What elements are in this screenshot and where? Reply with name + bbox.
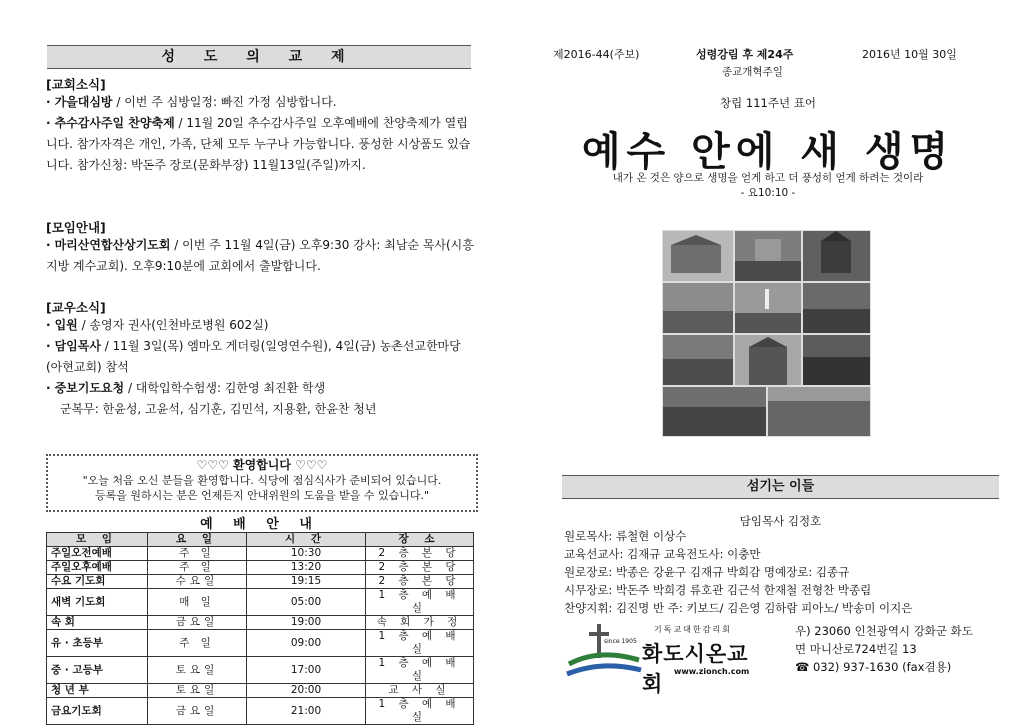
table-cell: 금요일	[148, 616, 247, 630]
table-cell: 수요일	[148, 575, 247, 589]
bulletin-date: 2016년 10월 30일	[862, 48, 957, 61]
staff-row: 교육선교사: 김재규 교육전도사: 이충만	[564, 547, 761, 561]
table-cell: 09:00	[247, 630, 366, 657]
news-item-text: / 이번 주 심방일정: 빠진 가정 심방합니다.	[112, 95, 337, 109]
table-cell: 13:20	[247, 561, 366, 575]
table-cell: 매 일	[148, 589, 247, 616]
table-cell: 2 층 본 당	[366, 575, 474, 589]
table-row	[47, 616, 474, 630]
member-item: · 담임목사 / 11월 3일(목) 엠마오 게더링(일영연수원), 4일(금) 농촌선교한마당(아현교회) 참석	[46, 339, 461, 374]
header-cell: 장 소	[366, 533, 474, 547]
table-cell: 05:00	[247, 589, 366, 616]
member-item: · 입원 / 송영자 권사(인천바로병원 602실)	[46, 318, 269, 332]
table-row	[47, 589, 474, 616]
meeting-item-text: / 이번 주 11월 4일(금) 오후9:30 강사: 최남순 목사(시흥지방 계수교회). 오후9:10분에 교회에서 출발합니다.	[46, 238, 474, 273]
church-url: www.zionch.com	[674, 667, 750, 676]
church-emblem-icon	[564, 622, 644, 684]
photo-graphic	[663, 335, 733, 385]
address-line: 우) 23060 인천광역시 강화군 화도	[795, 624, 973, 638]
table-cell: 1 층 예 배 실	[366, 698, 474, 725]
member-item-text: / 대학입학수험생: 김한영 최진환 학생	[124, 381, 326, 395]
table-row	[47, 684, 474, 698]
senior-pastor: 담임목사 김정호	[739, 514, 822, 528]
table-cell: 금요일	[148, 698, 247, 725]
photo-graphic	[735, 283, 801, 333]
photo-graphic	[768, 387, 870, 436]
welcome-line: 등록을 원하시는 분은 언제든지 안내위원의 도움을 받을 수 있습니다."	[94, 489, 430, 502]
table-row	[47, 575, 474, 589]
photo	[662, 334, 734, 386]
fellowship-title: 성 도 의 교 제	[47, 45, 471, 69]
table-row	[47, 657, 474, 684]
table-cell: 21:00	[247, 698, 366, 725]
photo	[662, 282, 734, 334]
photo	[662, 386, 767, 437]
meeting-heading: [모임안내]	[46, 220, 106, 235]
photo	[767, 386, 871, 437]
denomination-label: 기독교대한감리회	[654, 625, 732, 634]
member-extra-line: 군복무: 한윤성, 고윤석, 심기훈, 김민석, 지용환, 한윤찬 청년	[60, 402, 377, 416]
church-name: 화도시온교회	[642, 642, 749, 696]
table-cell: 청 년 부	[47, 684, 148, 698]
table-cell: 주 일	[148, 561, 247, 575]
phone-line: ☎ 032) 937-1630 (fax겸용)	[795, 660, 952, 674]
table-row	[47, 561, 474, 575]
photo-graphic	[663, 231, 733, 281]
table-cell: 수요 기도회	[47, 575, 148, 589]
member-item: · 중보기도요청 / 대학입학수험생: 김한영 최진환 학생	[46, 381, 326, 395]
table-cell: 속 회	[47, 616, 148, 630]
table-cell: 1 층 예 배 실	[366, 630, 474, 657]
staff-row: 원로목사: 류철현 이상수	[564, 529, 687, 543]
welcome-title: ♡♡♡ 환영합니다 ♡♡♡	[196, 458, 328, 472]
worship-table	[46, 532, 474, 725]
address-line: 면 마니산로724번길 13	[795, 642, 917, 656]
member-item-title: 중보기도요청	[54, 381, 125, 395]
member-item-text: / 11월 3일(목) 엠마오 게더링(일영연수원), 4일(금) 농촌선교한마당(아현교회) 참석	[46, 339, 461, 374]
meeting-item: · 마리산연합산상기도회 / 이번 주 11월 4일(금) 오후9:30 강사: 최남순 목사(시흥지방 계수교회). 오후9:10분에 교회에서 출발합니다.	[46, 238, 474, 273]
welcome-box	[46, 454, 478, 512]
table-cell: 중 · 고등부	[47, 657, 148, 684]
table-row	[47, 547, 474, 561]
welcome-line: "오늘 처음 오신 분들을 환영합니다. 식당에 점심식사가 준비되어 있습니다.	[82, 474, 442, 487]
photo-graphic	[803, 231, 870, 281]
table-cell: 2 층 본 당	[366, 547, 474, 561]
table-row	[47, 630, 474, 657]
worship-table-header	[47, 533, 474, 547]
left-page	[0, 0, 512, 724]
serve-title: 섬기는 이들	[562, 475, 999, 499]
right-page	[512, 0, 1024, 724]
news-item-text: / 11월 20일 추수감사주일 오후예배에 찬양축제가 열립니다. 참가자격은 개인, 가족, 단체 모두 누구나 가능합니다. 풍성한 시상품도 있습니다. 참가신청: 박돈주 장로(문화부장) 11월13일(주일)까지.	[46, 116, 471, 172]
news-item-title: 추수감사주일 찬양축제	[54, 116, 175, 130]
photo-graphic	[663, 387, 766, 436]
staff-row: 시무장로: 박돈주 박희경 류호관 김근석 한재철 전형찬 박종림	[564, 583, 872, 597]
table-cell: 유 · 초등부	[47, 630, 148, 657]
table-cell: 주일오후예배	[47, 561, 148, 575]
table-cell: 19:00	[247, 616, 366, 630]
photo	[734, 230, 802, 282]
church-news-heading: [교회소식]	[46, 77, 106, 92]
photo	[662, 230, 734, 282]
bible-verse: 내가 온 것은 양으로 생명을 얻게 하고 더 풍성히 얻게 하려는 것이라	[612, 172, 924, 184]
member-item-title: 입원	[54, 318, 78, 332]
staff-row: 원로장로: 박종은 강윤구 김재규 박희감 명예장로: 김종규	[564, 565, 850, 579]
news-item-title: 가을대심방	[54, 95, 113, 109]
photo	[734, 282, 802, 334]
motto-title: 예수 안에 새 생명	[581, 128, 955, 175]
table-cell: 교 사 실	[366, 684, 474, 698]
members-heading: [교우소식]	[46, 300, 106, 315]
table-cell: 1 층 예 배 실	[366, 589, 474, 616]
news-item: · 추수감사주일 찬양축제 / 11월 20일 추수감사주일 오후예배에 찬양축제가 열립니다. 참가자격은 개인, 가족, 단체 모두 누구나 가능합니다. 풍성한 시상품도 있습니다. 참가신청: 박돈주 장로(문화부장) 11월13일(주일)까지.	[46, 116, 471, 172]
bible-verse-ref: - 요10:10 -	[740, 187, 796, 199]
table-cell: 2 층 본 당	[366, 561, 474, 575]
table-cell: 주일오전예배	[47, 547, 148, 561]
photo	[802, 334, 871, 386]
header-cell: 요 일	[148, 533, 247, 547]
since-label: since 1905	[604, 638, 637, 645]
photo	[802, 230, 871, 282]
news-item: · 가을대심방 / 이번 주 심방일정: 빠진 가정 심방합니다.	[46, 95, 337, 109]
member-item-text: / 송영자 권사(인천바로병원 602실)	[77, 318, 269, 332]
table-row	[47, 698, 474, 725]
table-cell: 새벽 기도회	[47, 589, 148, 616]
photo-graphic	[735, 335, 801, 385]
liturgical-week: 성령강림 후 제24주	[696, 48, 794, 61]
header-cell: 모 임	[47, 533, 148, 547]
staff-row: 찬양지휘: 김진명 반 주: 키보드/ 김은영 김하람 피아노/ 박송미 이지은	[564, 601, 913, 615]
photo-graphic	[735, 231, 801, 281]
meeting-item-title: 마리산연합산상기도회	[54, 238, 171, 252]
worship-title: 예 배 안 내	[200, 517, 320, 532]
table-cell: 속 회 가 정	[366, 616, 474, 630]
table-cell: 토요일	[148, 657, 247, 684]
table-cell: 19:15	[247, 575, 366, 589]
table-cell: 주 일	[148, 630, 247, 657]
photo	[802, 282, 871, 334]
liturgical-sub: 종교개혁주일	[722, 66, 783, 78]
table-cell: 주 일	[148, 547, 247, 561]
anniversary-label: 창립 111주년 표어	[720, 96, 816, 110]
table-cell: 1 층 예 배 실	[366, 657, 474, 684]
table-cell: 20:00	[247, 684, 366, 698]
member-item-title: 담임목사	[54, 339, 101, 353]
church-logo	[564, 622, 764, 696]
table-cell: 토요일	[148, 684, 247, 698]
table-cell: 17:00	[247, 657, 366, 684]
photo-graphic	[803, 335, 870, 385]
header-cell: 시 간	[247, 533, 366, 547]
table-cell: 금요기도회	[47, 698, 148, 725]
photo-collage	[662, 230, 869, 435]
photo-graphic	[663, 283, 733, 333]
table-cell: 10:30	[247, 547, 366, 561]
issue-number: 제2016-44(주보)	[553, 48, 640, 61]
photo	[734, 334, 802, 386]
photo-graphic	[803, 283, 870, 333]
